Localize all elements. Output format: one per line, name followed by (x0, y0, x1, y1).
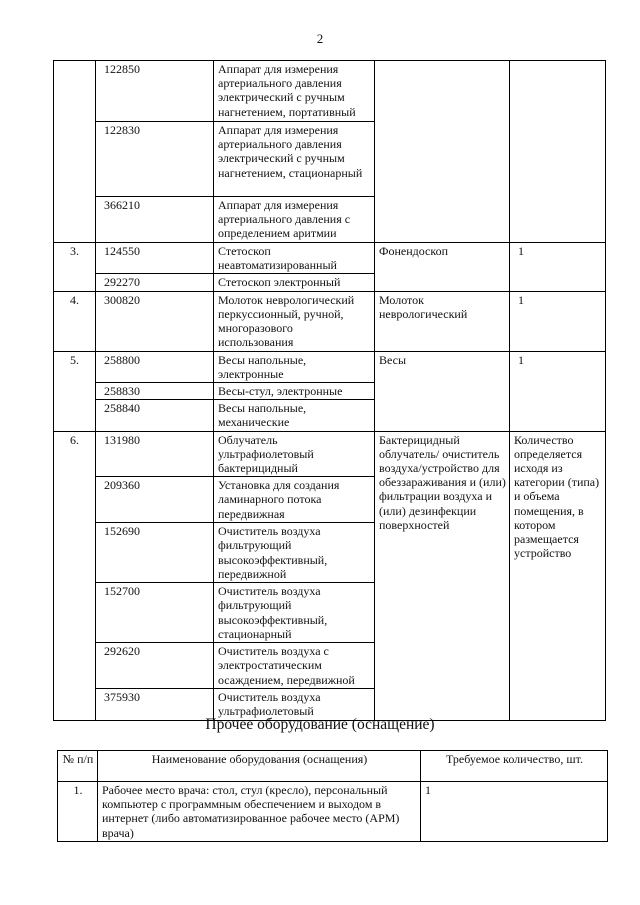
code-cell: 122830 (96, 122, 214, 197)
device-name-cell: Облучатель ультрафиолетовый бактерицидный (214, 431, 375, 477)
device-name-cell: Стетоскоп электронный (214, 274, 375, 291)
group-num-cell: 5. (54, 351, 96, 431)
device-name-cell: Очиститель воздуха фильтрующий высокоэффективный, стационарный (214, 583, 375, 643)
group-num-cell: 3. (54, 243, 96, 292)
group-qty-cell: 1 (510, 243, 606, 292)
group-name-cell: Бактерицидный облучатель/ очиститель воздуха/устройство для обеззараживания и (или) фильтрации воздуха и (или) дезинфекции поверхностей (375, 431, 510, 720)
device-name-cell: Аппарат для измерения артериального давления электрический с ручным нагнетением, портативный (214, 61, 375, 122)
device-name-cell: Весы напольные, механические (214, 400, 375, 431)
table-row (54, 61, 606, 122)
row-name: Рабочее место врача: стол, стул (кресло), персональный компьютер с программным обеспечением и выходом в интернет (либо автоматизированное рабочее место (АРМ) врача) (98, 782, 421, 842)
code-cell: 209360 (96, 477, 214, 523)
code-cell: 124550 (96, 243, 214, 274)
code-cell: 292270 (96, 274, 214, 291)
header-qty: Требуемое количество, шт. (421, 751, 608, 782)
code-cell: 258800 (96, 351, 214, 382)
group-num-cell: 6. (54, 431, 96, 720)
table-row (54, 351, 606, 382)
device-name-cell: Аппарат для измерения артериального давления электрический с ручным нагнетением, стационарный (214, 122, 375, 197)
code-cell: 152700 (96, 583, 214, 643)
device-name-cell: Установка для создания ламинарного потока передвижная (214, 477, 375, 523)
code-cell: 131980 (96, 431, 214, 477)
code-cell: 122850 (96, 61, 214, 122)
group-name-cell: Молоток неврологический (375, 291, 510, 351)
row-num: 1. (58, 782, 98, 842)
table-row (54, 291, 606, 351)
group-name-cell: Весы (375, 351, 510, 431)
code-cell: 152690 (96, 523, 214, 583)
header-num: № п/п (58, 751, 98, 782)
device-name-cell: Очиститель воздуха с электростатическим осаждением, передвижной (214, 643, 375, 689)
group-name-cell (375, 61, 510, 243)
code-cell: 366210 (96, 197, 214, 243)
device-name-cell: Очиститель воздуха фильтрующий высокоэффективный, передвижной (214, 523, 375, 583)
other-equipment-table (57, 750, 608, 842)
device-name-cell: Весы-стул, электронные (214, 383, 375, 400)
code-cell: 292620 (96, 643, 214, 689)
row-qty: 1 (421, 782, 608, 842)
code-cell: 258830 (96, 383, 214, 400)
code-cell: 300820 (96, 291, 214, 351)
code-cell: 258840 (96, 400, 214, 431)
equipment-table (53, 60, 606, 721)
group-qty-cell: Количество определяется исходя из категории (типа) и объема помещения, в котором размещается устройство (510, 431, 606, 720)
device-name-cell: Стетоскоп неавтоматизированный (214, 243, 375, 274)
device-name-cell: Весы напольные, электронные (214, 351, 375, 382)
group-num-cell: 4. (54, 291, 96, 351)
page-number: 2 (316, 31, 324, 46)
header-name: Наименование оборудования (оснащения) (98, 751, 421, 782)
table-row (58, 782, 608, 842)
table-row (54, 431, 606, 477)
section-title: Прочее оборудование (оснащение) (205, 716, 435, 733)
device-name-cell: Очиститель воздуха ультрафиолетовый (214, 688, 375, 720)
device-name-cell: Молоток неврологический перкуссионный, ручной, многоразового использования (214, 291, 375, 351)
device-name-cell: Аппарат для измерения артериального давления с определением аритмии (214, 197, 375, 243)
table-header-row (58, 751, 608, 782)
group-qty-cell: 1 (510, 351, 606, 431)
group-name-cell: Фонендоскоп (375, 243, 510, 292)
group-qty-cell (510, 61, 606, 243)
code-cell: 375930 (96, 688, 214, 720)
group-qty-cell: 1 (510, 291, 606, 351)
group-num-cell (54, 61, 96, 243)
table-row (54, 243, 606, 274)
